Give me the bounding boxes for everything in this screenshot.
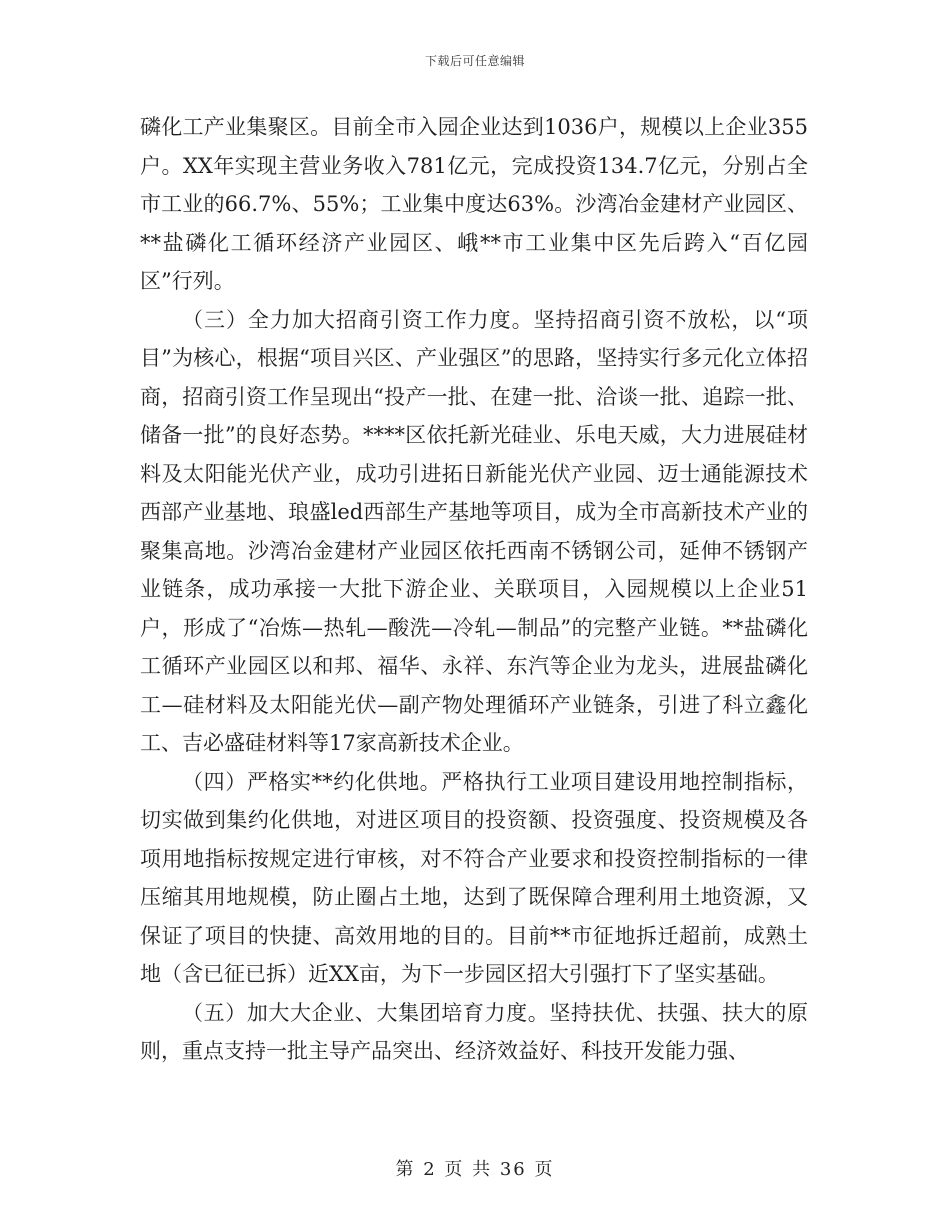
- page-number-footer: 第 2 页 共 36 页: [395, 1159, 555, 1180]
- paragraph-land-supply: （四）严格实**约化供地。严格执行工业项目建设用地控制指标，切实做到集约化供地，对进区项目的投资额、投资强度、投资规模及各项用地指标按规定进行审核，对不符合产业要求和投资控制指标的一律压缩其用地规模，防止圈占土地，达到了既保障合理利用土地资源，又保证了项目的快捷、高效用地的目的。目前**市征地拆迁超前，成熟土地（含已征已拆）近XX亩，为下一步园区招大引强打下了坚实基础。: [140, 769, 808, 986]
- page-header: 下载后可任意编辑: [424, 54, 525, 68]
- paragraph-continuation: 磷化工产业集聚区。目前全市入园企业达到1036户，规模以上企业355户。XX年实现主营业务收入781亿元，完成投资134.7亿元，分别占全市工业的66.7%、55%；工业集中度达63%。沙湾冶金建材产业园区、**盐磷化工循环经济产业园区、峨**市工业集中区先后跨入“百亿园区”行列。: [140, 115, 808, 293]
- paragraph-enterprise-cultivation: （五）加大大企业、大集团培育力度。坚持扶优、扶强、扶大的原则，重点支持一批主导产品突出、经济效益好、科技开发能力强、: [140, 1000, 808, 1063]
- document-body: [140, 108, 808, 1071]
- paragraph-investment-attraction: （三）全力加大招商引资工作力度。坚持招商引资不放松，以“项目”为核心，根据“项目兴区、产业强区”的思路，坚持实行多元化立体招商，招商引资工作呈现出“投产一批、在建一批、洽谈一批、追踪一批、储备一批”的良好态势。****区依托新光硅业、乐电天威，大力进展硅材料及太阳能光伏产业，成功引进拓日新能光伏产业园、迈士通能源技术西部产业基地、琅盛led西部生产基地等项目，成为全市高新技术产业的聚集高地。沙湾冶金建材产业园区依托西南不锈钢公司，延伸不锈钢产业链条，成功承接一大批下游企业、关联项目，入园规模以上企业51户，形成了“冶炼—热轧—酸洗—冷轧—制品”的完整产业链。**盐磷化工循环产业园区以和邦、福华、永祥、东汽等企业为龙头，进展盐磷化工—硅材料及太阳能光伏—副产物处理循环产业链条，引进了科立鑫化工、吉必盛硅材料等17家高新技术企业。: [140, 307, 808, 755]
